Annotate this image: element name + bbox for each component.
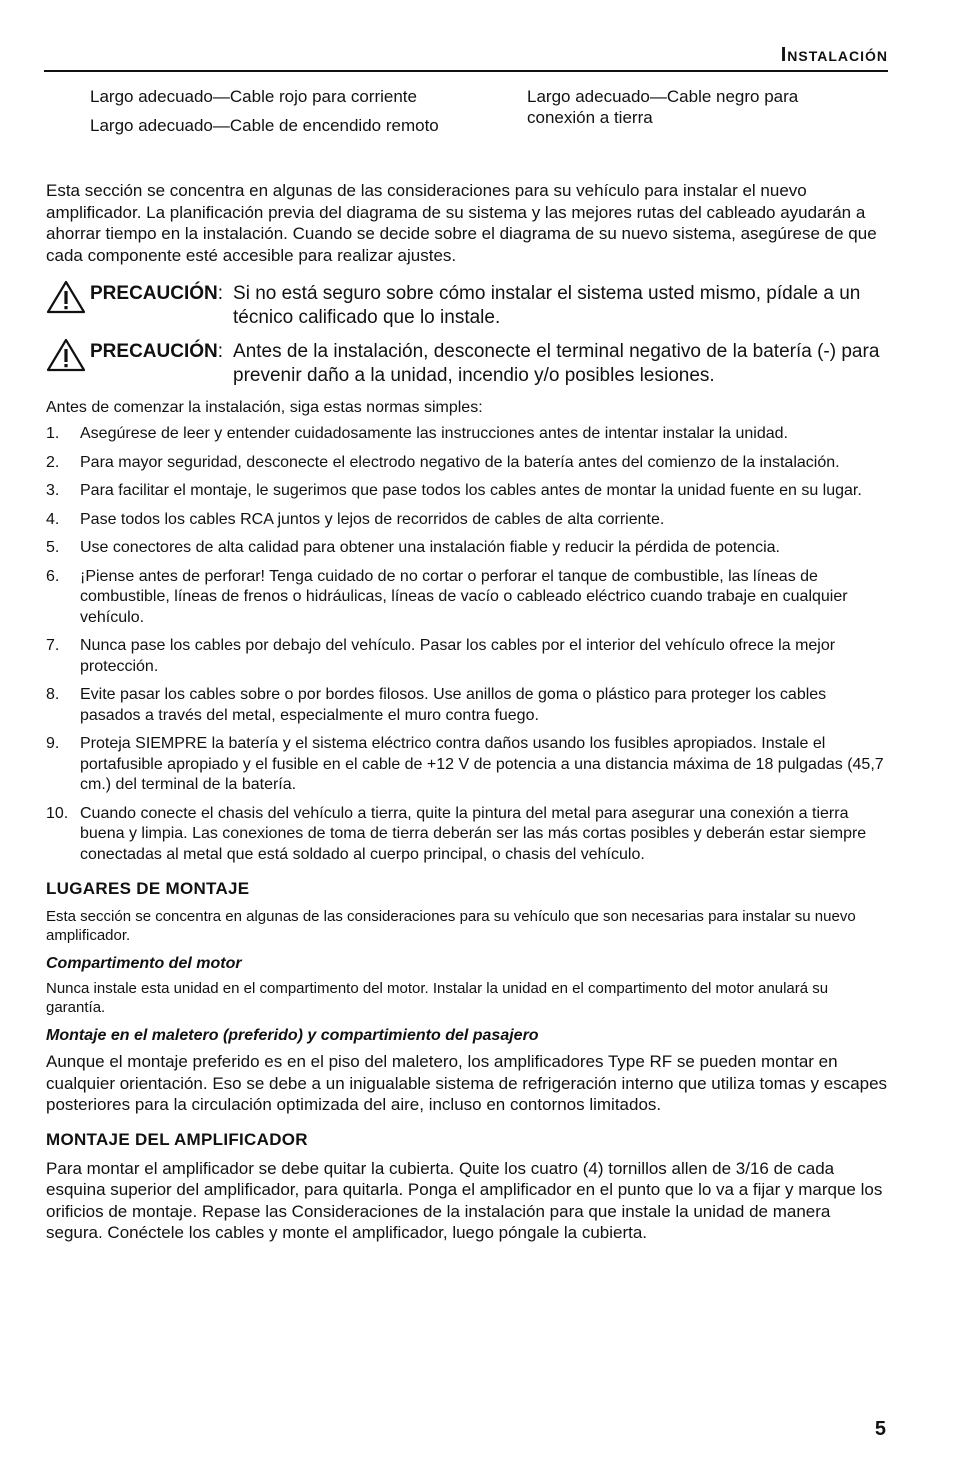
list-item-text: Nunca pase los cables por debajo del vehículo. Pasar los cables por el interior del vehículo ofrece la mejor protección. <box>80 637 836 675</box>
list-item-number: 2. <box>46 453 60 471</box>
subheading-engine: Compartimento del motor <box>46 955 242 972</box>
caution-block <box>46 340 888 388</box>
caution-label: PRECAUCIÓN <box>90 283 218 304</box>
rules-list <box>46 424 888 865</box>
list-item <box>46 481 888 502</box>
header-rule <box>44 70 888 72</box>
caution-text: Antes de la instalación, desconecte el terminal negativo de la batería (-) para prevenir daño a la unidad, incendio y/o posibles lesiones. <box>233 341 880 386</box>
amp-mounting-text: Para montar el amplificador se debe quitar la cubierta. Quite los cuatro (4) tornillos allen de 3/16 de cada esquina superior del amplificador, para quitarla. Ponga el amplificador en el punto que lo va a fijar y marque los orificios de montaje. Repase las Consideraciones de la instalación para que instale la unidad de manera segura. Conéctele los cables y monte el amplificador, luego póngale la cubierta. <box>46 1158 883 1242</box>
page-header-title: Instalación <box>780 44 888 66</box>
engine-text: Nunca instale esta unidad en el compartimento del motor. Instalar la unidad en el compartimento del motor anulará su garantía. <box>46 980 829 1016</box>
list-item <box>46 804 888 866</box>
list-item-text: Evite pasar los cables sobre o por bordes filosos. Use anillos de goma o plástico para proteger los cables pasados a través del metal, especialmente el muro contra fuego. <box>80 686 827 724</box>
caution-colon: : <box>217 341 224 362</box>
list-item-text: Para mayor seguridad, desconecte el electrodo negativo de la batería antes del comienzo de la instalación. <box>80 453 840 471</box>
warning-icon <box>46 280 86 314</box>
list-item <box>46 453 888 474</box>
list-item <box>46 636 888 677</box>
list-item <box>46 510 888 531</box>
caution-block <box>46 282 888 330</box>
warning-icon <box>46 338 86 372</box>
section-heading-amp-mounting: MONTAJE DEL AMPLIFICADOR <box>46 1129 308 1149</box>
cable-item: Largo adecuado—Cable rojo para corriente <box>90 87 417 106</box>
list-item-text: Asegúrese de leer y entender cuidadosamente las instrucciones antes de intentar instalar la unidad. <box>80 425 788 442</box>
cable-item: Largo adecuado—Cable negro para conexión a tierra <box>527 87 799 127</box>
list-item-number: 9. <box>46 735 60 752</box>
subheading-trunk: Montaje en el maletero (preferido) y compartimiento del pasajero <box>46 1027 539 1044</box>
caution-label: PRECAUCIÓN <box>90 341 218 362</box>
rules-intro: Antes de comenzar la instalación, siga estas normas simples: <box>46 399 483 416</box>
page-number: 5 <box>874 1418 886 1440</box>
list-item-number: 1. <box>46 425 60 442</box>
list-item-number: 10. <box>46 804 69 822</box>
list-item-number: 4. <box>46 510 60 528</box>
list-item <box>46 734 888 796</box>
list-item <box>46 538 888 559</box>
list-item-number: 7. <box>46 637 60 654</box>
mounting-locations-text: Esta sección se concentra en algunas de las consideraciones para su vehículo que son necesarias para instalar su nuevo amplificador. <box>46 908 856 944</box>
cable-item: Largo adecuado—Cable de encendido remoto <box>90 116 439 135</box>
page-content <box>46 180 888 1244</box>
list-item-text: Pase todos los cables RCA juntos y lejos de recorridos de cables de alta corriente. <box>80 510 665 528</box>
list-item-text: Cuando conecte el chasis del vehículo a tierra, quite la pintura del metal para asegurar una conexión a tierra buena y limpia. Las conexiones de toma de tierra deberán ser las más cortas posibles y deberán estar siempre conectadas al metal que está soldado al cuerpo principal, o chasis del vehículo. <box>80 804 867 863</box>
list-item-text: Use conectores de alta calidad para obtener una instalación fiable y reducir la pérdida de potencia. <box>80 539 780 556</box>
list-item-number: 6. <box>46 567 60 585</box>
list-item-number: 5. <box>46 539 60 556</box>
intro-paragraph: Esta sección se concentra en algunas de las consideraciones para su vehículo para instalar el nuevo amplificador. La planificación previa del diagrama de su sistema y las mejores rutas del cableado ayudarán a ahorrar tiempo en la instalación. Cuando se decide sobre el diagrama de su nuevo sistema, asegúrese de que cada componente esté accesible para realizar ajustes. <box>46 181 877 265</box>
list-item-text: ¡Piense antes de perforar! Tenga cuidado de no cortar o perforar el tanque de combustible, las líneas de combustible, líneas de frenos o hidráulicas, líneas de vacío o cableado eléctrico cuando trabaje en cualquier vehículo. <box>80 567 848 626</box>
cable-list-right <box>527 86 857 136</box>
list-item-text: Para facilitar el montaje, le sugerimos que pase todos los cables antes de montar la unidad fuente en su lugar. <box>80 482 862 499</box>
list-item-number: 8. <box>46 686 60 703</box>
list-item <box>46 685 888 726</box>
section-heading-mounting-locations: LUGARES DE MONTAJE <box>46 879 250 898</box>
caution-colon: : <box>217 283 224 304</box>
trunk-text: Aunque el montaje preferido es en el piso del maletero, los amplificadores Type RF se pueden montar en cualquier orientación. Eso se debe a un inigualable sistema de refrigeración interno que utiliza tomas y escapes posteriores para la circulación optimizada del aire, incluso en contornos limitados. <box>46 1052 888 1114</box>
list-item-number: 3. <box>46 482 60 499</box>
list-item-text: Proteja SIEMPRE la batería y el sistema eléctrico contra daños usando los fusibles apropiados. Instale el portafusible apropiado y el fusible en el cable de +12 V de potencia a una distancia máxima de 18 pulgadas (45,7 cm.) del terminal de la batería. <box>80 735 884 793</box>
cable-list-left <box>90 86 470 144</box>
caution-text: Si no está seguro sobre cómo instalar el sistema usted mismo, pídale a un técnico calificado que lo instale. <box>233 283 861 328</box>
list-item <box>46 424 888 445</box>
list-item <box>46 567 888 629</box>
